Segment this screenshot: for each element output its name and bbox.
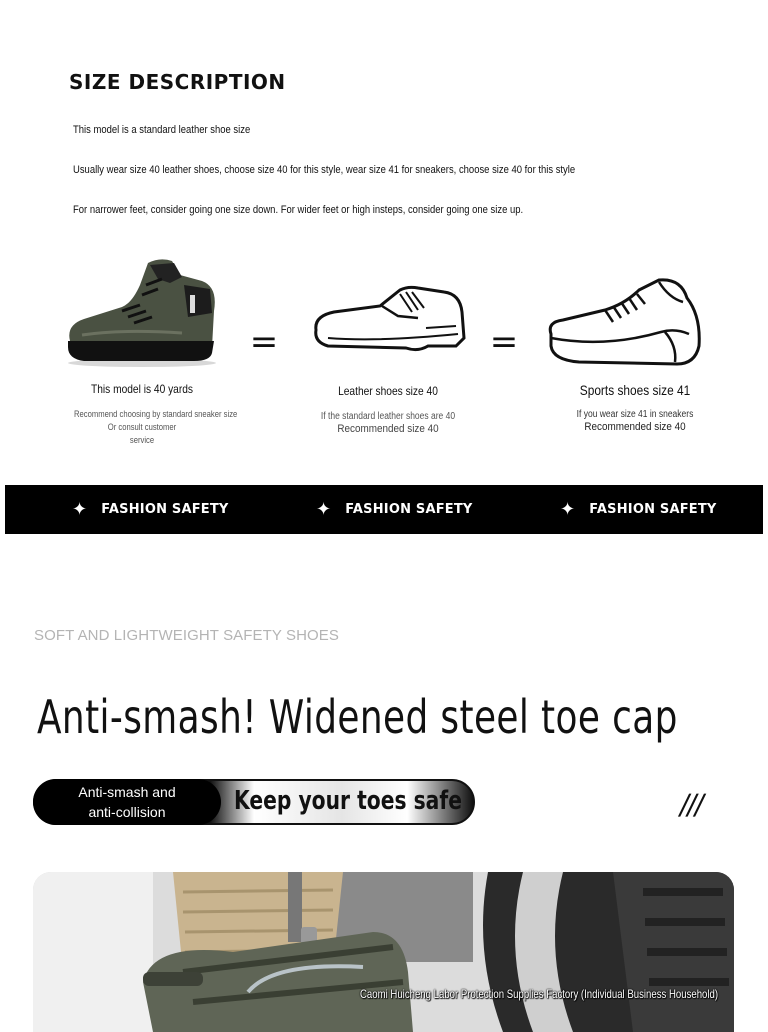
size-line-standard: This model is a standard leather shoe size <box>73 124 251 136</box>
boot-caption-note2: Or consult customer <box>107 422 177 432</box>
boot-caption-title: This model is 40 yards <box>90 382 194 396</box>
sparkle-icon: ✦ <box>316 499 332 520</box>
leather-shoe-icon <box>308 282 468 357</box>
feature-headline: Anti-smash! Widened steel toe cap <box>37 690 678 744</box>
banner-item <box>560 485 717 534</box>
product-photo <box>33 872 734 1032</box>
equals-sign-2: = <box>489 322 519 362</box>
boot-image <box>62 255 222 370</box>
sparkle-icon: ✦ <box>72 499 88 520</box>
sparkle-icon: ✦ <box>560 499 576 520</box>
sneaker-icon <box>545 276 705 371</box>
sports-caption <box>555 382 715 433</box>
leather-caption-note: If the standard leather shoes are 40 <box>320 411 456 422</box>
pill-left-line2: anti-collision <box>88 804 166 820</box>
size-description-title: SIZE DESCRIPTION <box>69 70 286 94</box>
feature-kicker: SOFT AND LIGHTWEIGHT SAFETY SHOES <box>34 627 340 644</box>
boot-caption-note1: Recommend choosing by standard sneaker size <box>74 409 238 419</box>
boot-caption-note3: service <box>129 435 155 445</box>
leather-caption-title: Leather shoes size 40 <box>338 384 438 398</box>
factory-watermark: Caomi Huicheng Labor Protection Supplies Factory (Individual Business Household) <box>360 987 719 1001</box>
banner-label: FASHION SAFETY <box>345 502 473 517</box>
leather-caption <box>308 384 468 435</box>
banner-item <box>316 485 473 534</box>
banner-label: FASHION SAFETY <box>101 502 229 517</box>
size-line-usual: Usually wear size 40 leather shoes, choose size 40 for this style, wear size 41 for sneakers, choose size 40 for this style <box>73 164 576 176</box>
sports-caption-recommend: Recommended size 40 <box>584 421 686 433</box>
pill-left-badge <box>33 779 221 825</box>
size-line-fit-advice: For narrower feet, consider going one size down. For wider feet or high insteps, consider going one size up. <box>73 204 524 216</box>
fashion-safety-banner <box>5 485 763 534</box>
banner-item <box>72 485 229 534</box>
leather-caption-recommend: Recommended size 40 <box>337 423 439 435</box>
slashes-decoration: /// <box>677 788 706 821</box>
sports-caption-note: If you wear size 41 in sneakers <box>576 409 694 420</box>
boot-caption <box>62 382 238 447</box>
pill-right-text: Keep your toes safe <box>234 786 462 816</box>
sports-caption-title: Sports shoes size 41 <box>579 382 691 398</box>
banner-label: FASHION SAFETY <box>589 502 717 517</box>
pill-left-line1: Anti-smash and <box>78 784 176 800</box>
equals-sign-1: = <box>249 322 279 362</box>
